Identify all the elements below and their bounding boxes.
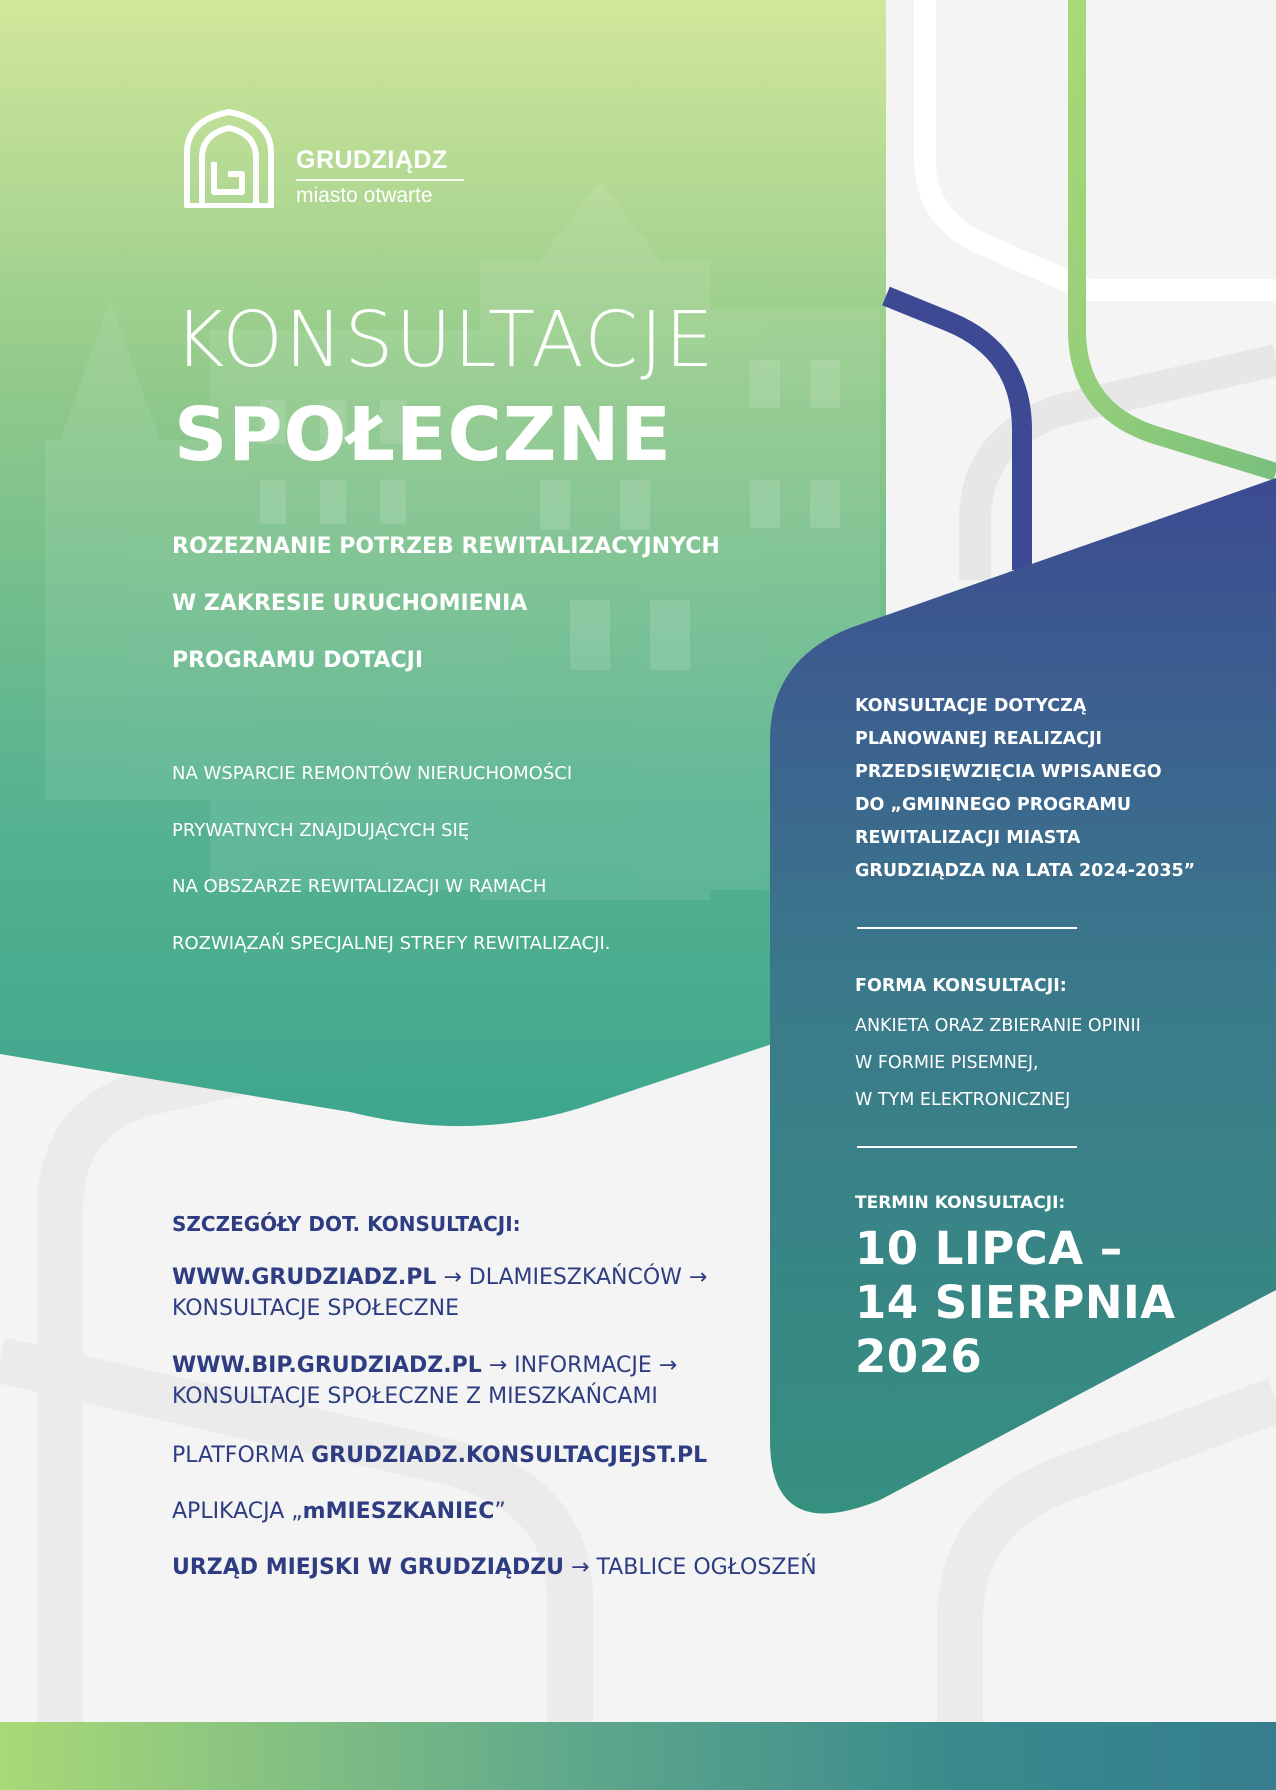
platform-prefix: PLATFORMA <box>172 1443 312 1468</box>
description-block <box>172 746 611 972</box>
description-line: NA OBSZARZE REWITALIZACJI W RAMACH <box>172 876 547 897</box>
link-path-text: KONSULTACJE SPOŁECZNE Z MIESZKAŃCAMI <box>172 1384 658 1409</box>
description-line: NA WSPARCIE REMONTÓW NIERUCHOMOŚCI <box>172 763 573 784</box>
info-panel-intro <box>855 690 1195 888</box>
office-board-text: → TABLICE OGŁOSZEŃ <box>564 1555 817 1580</box>
grudziadz-logo-icon <box>182 108 276 208</box>
intro-line: DO „GMINNEGO PROGRAMU <box>855 795 1132 815</box>
subtitle-line: PROGRAMU DOTACJI <box>172 648 424 673</box>
termin-dates <box>855 1222 1176 1384</box>
description-line: PRYWATNYCH ZNAJDUJĄCYCH SIĘ <box>172 819 470 841</box>
description-line: ROZWIĄZAŃ SPECJALNEJ STREFY REWITALIZACJI. <box>172 932 611 954</box>
termin-line: 10 LIPCA – <box>855 1222 1123 1275</box>
subtitle-block <box>172 518 720 689</box>
white-frame-stroke <box>925 0 1276 290</box>
headline-line2: SPOŁECZNE <box>174 392 672 478</box>
details-item-platform <box>172 1440 707 1471</box>
subtitle-line: W ZAKRESIE URUCHOMIENIA <box>172 591 528 616</box>
intro-line: PRZEDSIĘWZIĘCIA WPISANEGO <box>855 762 1162 782</box>
forma-heading: FORMA KONSULTACJI: <box>855 976 1067 996</box>
termin-line: 2026 <box>855 1330 983 1383</box>
link-path-text: KONSULTACJE SPOŁECZNE <box>172 1296 460 1321</box>
details-item-app <box>172 1496 506 1527</box>
app-suffix: ” <box>494 1499 506 1524</box>
intro-line: REWITALIZACJI MIASTA <box>855 828 1081 848</box>
bip-link[interactable]: WWW.BIP.GRUDZIADZ.PL <box>172 1353 482 1378</box>
forma-line: ANKIETA ORAZ ZBIERANIE OPINII <box>855 1016 1141 1036</box>
app-prefix: APLIKACJA „ <box>172 1499 303 1524</box>
details-heading: SZCZEGÓŁY DOT. KONSULTACJI: <box>172 1212 521 1236</box>
logo-name: GRUDZIĄDZ <box>296 146 448 174</box>
termin-line: 14 SIERPNIA <box>855 1276 1176 1329</box>
green-accent-line <box>1077 0 1276 472</box>
city-office-name: URZĄD MIEJSKI W GRUDZIĄDZU <box>172 1555 565 1580</box>
forma-block <box>855 1008 1141 1119</box>
platform-link[interactable]: GRUDZIADZ.KONSULTACJEJST.PL <box>311 1443 708 1468</box>
info-panel-divider <box>857 1146 1077 1148</box>
details-item-grudziadz-www <box>172 1262 707 1324</box>
forma-line: W TYM ELEKTRONICZNEJ <box>855 1090 1071 1110</box>
details-item-office <box>172 1552 817 1583</box>
forma-line: W FORMIE PISEMNEJ, <box>855 1053 1039 1073</box>
intro-line: GRUDZIĄDZA NA LATA 2024-2035” <box>855 861 1196 881</box>
logo-tagline: miasto otwarte <box>296 184 433 207</box>
logo-divider <box>296 179 464 181</box>
info-panel-divider <box>857 927 1077 929</box>
headline-line1: KONSULTACJE <box>174 296 716 385</box>
termin-heading: TERMIN KONSULTACJI: <box>855 1193 1066 1213</box>
link-path-text: → DLAMIESZKAŃCÓW → <box>436 1265 708 1290</box>
link-path-text: → INFORMACJE → <box>481 1353 678 1378</box>
app-name: mMIESZKANIEC <box>302 1499 495 1524</box>
subtitle-line: ROZEZNANIE POTRZEB REWITALIZACYJNYCH <box>172 534 720 559</box>
footer-gradient-bar <box>0 1722 1276 1790</box>
intro-line: PLANOWANEJ REALIZACJI <box>855 729 1103 749</box>
intro-line: KONSULTACJE DOTYCZĄ <box>855 696 1087 716</box>
grudziadz-link[interactable]: WWW.GRUDZIADZ.PL <box>172 1265 437 1290</box>
details-item-bip <box>172 1350 677 1412</box>
